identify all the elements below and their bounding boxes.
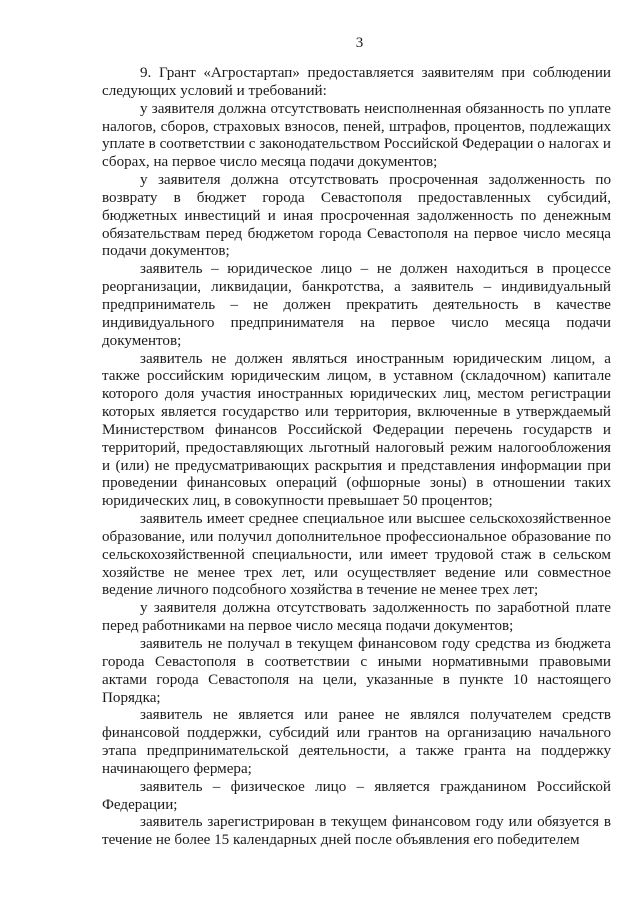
paragraph-no-wage-debt: у заявителя должна отсутствовать задолженность по заработной плате перед работниками на первое число месяца подачи документов; — [102, 600, 611, 635]
paragraph-no-tax-debt: у заявителя должна отсутствовать неисполненная обязанность по уплате налогов, сборов, страховых взносов, пеней, штрафов, процентов, подлежащих уплате в соответствии с законодательством Российской Федерации о налогах и сборах, на первое число месяца подачи документов; — [102, 100, 611, 171]
paragraph-not-prior-recipient: заявитель не является или ранее не являлся получателем средств финансовой поддержки, субсидий или грантов на организацию начального этапа предпринимательской деятельности, а также гранта на поддержку начинающего фермера; — [102, 707, 611, 777]
paragraph-no-other-funds: заявитель не получал в текущем финансовом году средства из бюджета города Севастополя в соответствии с иными нормативными правовыми актами города Севастополя на цели, указанные в пункте 10 настоящего Порядка; — [102, 636, 611, 706]
paragraph-russian-citizen: заявитель – физическое лицо – является гражданином Российской Федерации; — [102, 778, 611, 813]
paragraph-no-reorganization: заявитель – юридическое лицо – не должен находиться в процессе реорганизации, ликвидации, банкротства, а заявитель – индивидуальный предприниматель – не должен прекратить деятельность в качестве индивидуального предпринимателя на первое число месяца подачи документов; — [102, 261, 611, 349]
paragraph-registration: заявитель зарегистрирован в текущем финансовом году или обязуется в течение не более 15 календарных дней после объявления его победителем — [102, 814, 611, 849]
paragraph-not-foreign-entity: заявитель не должен являться иностранным юридическим лицом, а также российским юридическим лицом, в уставном (складочном) капитале которого доля участия иностранных юридических лиц, местом регистрации которых является государство или территория, включенные в утверждаемый Министерством финансов Российской Федерации перечень государств и территорий, предоставляющих льготный налоговый режим налогообложения и (или) не предусматривающих раскрытия и представления информации при проведении финансовых операций (офшорные зоны) в отношении таких юридических лиц, в совокупности превышает 50 процентов; — [102, 350, 611, 510]
paragraph-no-budget-debt: у заявителя должна отсутствовать просроченная задолженность по возврату в бюджет города Севастополя предоставленных субсидий, бюджетных инвестиций и иная просроченная задолженность по денежным обязательствам перед бюджетом города Севастополя на первое число месяца подачи документов; — [102, 172, 611, 260]
document-body — [102, 65, 611, 850]
paragraph-grant-conditions-intro: 9. Грант «Агростартап» предоставляется заявителям при соблюдении следующих условий и требований: — [102, 65, 611, 99]
page-number: 3 — [355, 35, 364, 51]
paragraph-agricultural-education: заявитель имеет среднее специальное или высшее сельскохозяйственное образование, или получил дополнительное профессиональное образование по сельскохозяйственной специальности, или имеет трудовой стаж в сельском хозяйстве не менее трех лет, или осуществляет ведение или совместное ведение личного подсобного хозяйства в течение не менее трех лет; — [102, 511, 611, 599]
